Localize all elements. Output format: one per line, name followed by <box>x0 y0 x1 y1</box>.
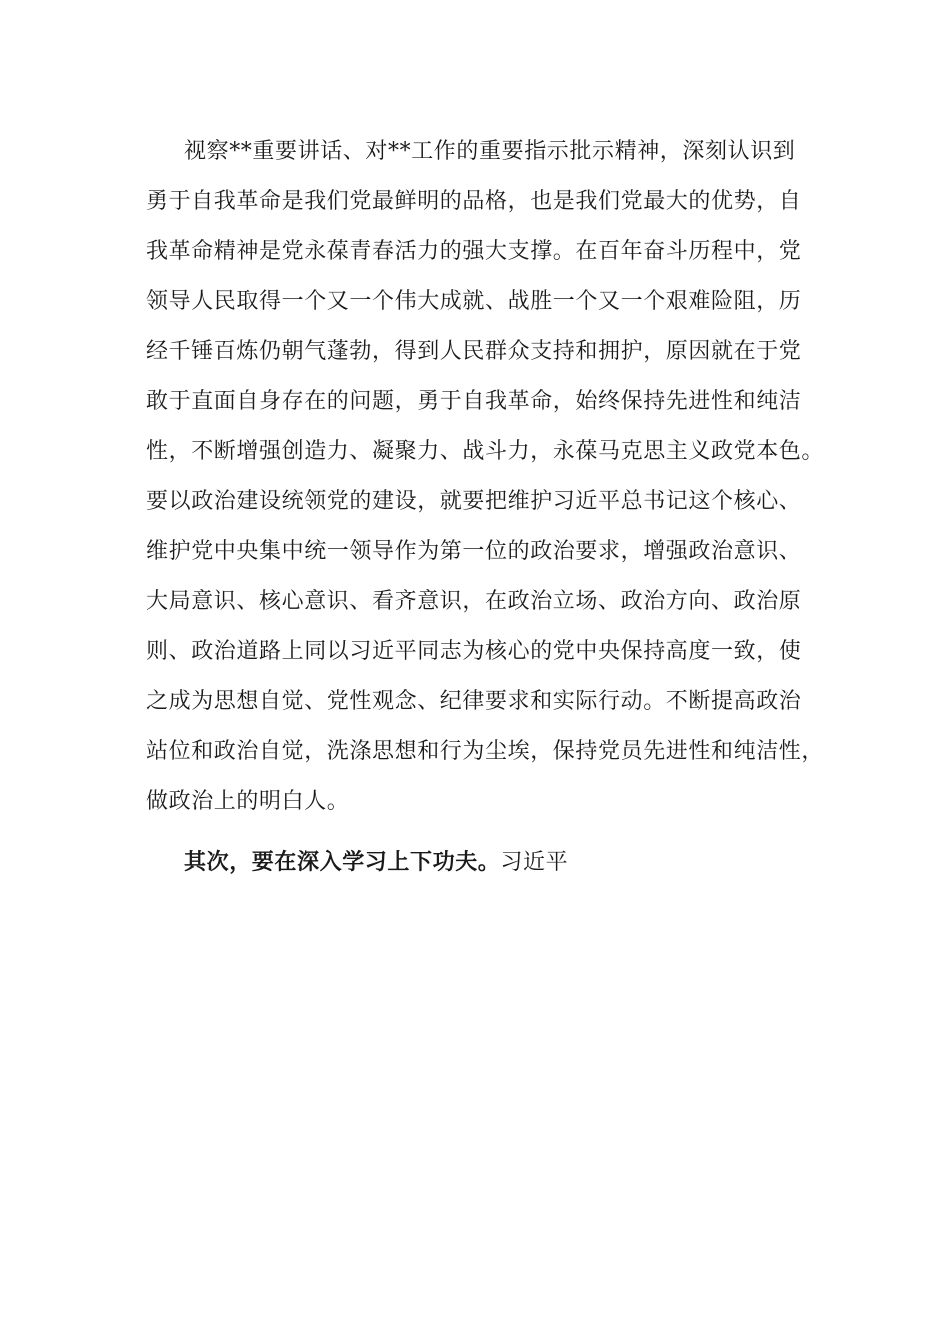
paragraph-1-line-9: 维护党中央集中统一领导作为第一位的政治要求，增强政治意识、 <box>146 539 802 564</box>
paragraph-1-line-14: 做政治上的明白人。 <box>146 789 350 814</box>
paragraph-1-line-1: 视察**重要讲话、对**工作的重要指示批示精神，深刻认识到 <box>184 139 796 164</box>
paragraph-1-line-8: 要以政治建设统领党的建设，就要把维护习近平总书记这个核心、 <box>146 489 802 514</box>
paragraph-1-line-3: 我革命精神是党永葆青春活力的强大支撑。在百年奋斗历程中，党 <box>146 239 802 264</box>
paragraph-1-line-7: 性，不断增强创造力、凝聚力、战斗力，永葆马克思主义政党本色。 <box>146 439 825 464</box>
paragraph-1-line-6: 敢于直面自身存在的问题，勇于自我革命，始终保持先进性和纯洁 <box>146 389 802 414</box>
paragraph-1-line-2: 勇于自我革命是我们党最鲜明的品格，也是我们党最大的优势，自 <box>146 189 802 214</box>
paragraph-2-line-1 <box>184 847 568 877</box>
paragraph-1-line-13: 站位和政治自觉，洗涤思想和行为尘埃，保持党员先进性和纯洁性， <box>146 739 825 764</box>
paragraph-1-line-10: 大局意识、核心意识、看齐意识，在政治立场、政治方向、政治原 <box>146 589 802 614</box>
paragraph-1-line-5: 经千锤百炼仍朝气蓬勃，得到人民群众支持和拥护，原因就在于党 <box>146 339 802 364</box>
paragraph-2-heading: 其次，要在深入学习上下功夫。 <box>184 849 501 875</box>
paragraph-2-text: 习近平 <box>500 850 569 875</box>
paragraph-1-line-4: 领导人民取得一个又一个伟大成就、战胜一个又一个艰难险阻，历 <box>146 289 802 314</box>
paragraph-1-line-11: 则、政治道路上同以习近平同志为核心的党中央保持高度一致，使 <box>146 639 802 664</box>
paragraph-1-line-12: 之成为思想自觉、党性观念、纪律要求和实际行动。不断提高政治 <box>146 689 802 714</box>
